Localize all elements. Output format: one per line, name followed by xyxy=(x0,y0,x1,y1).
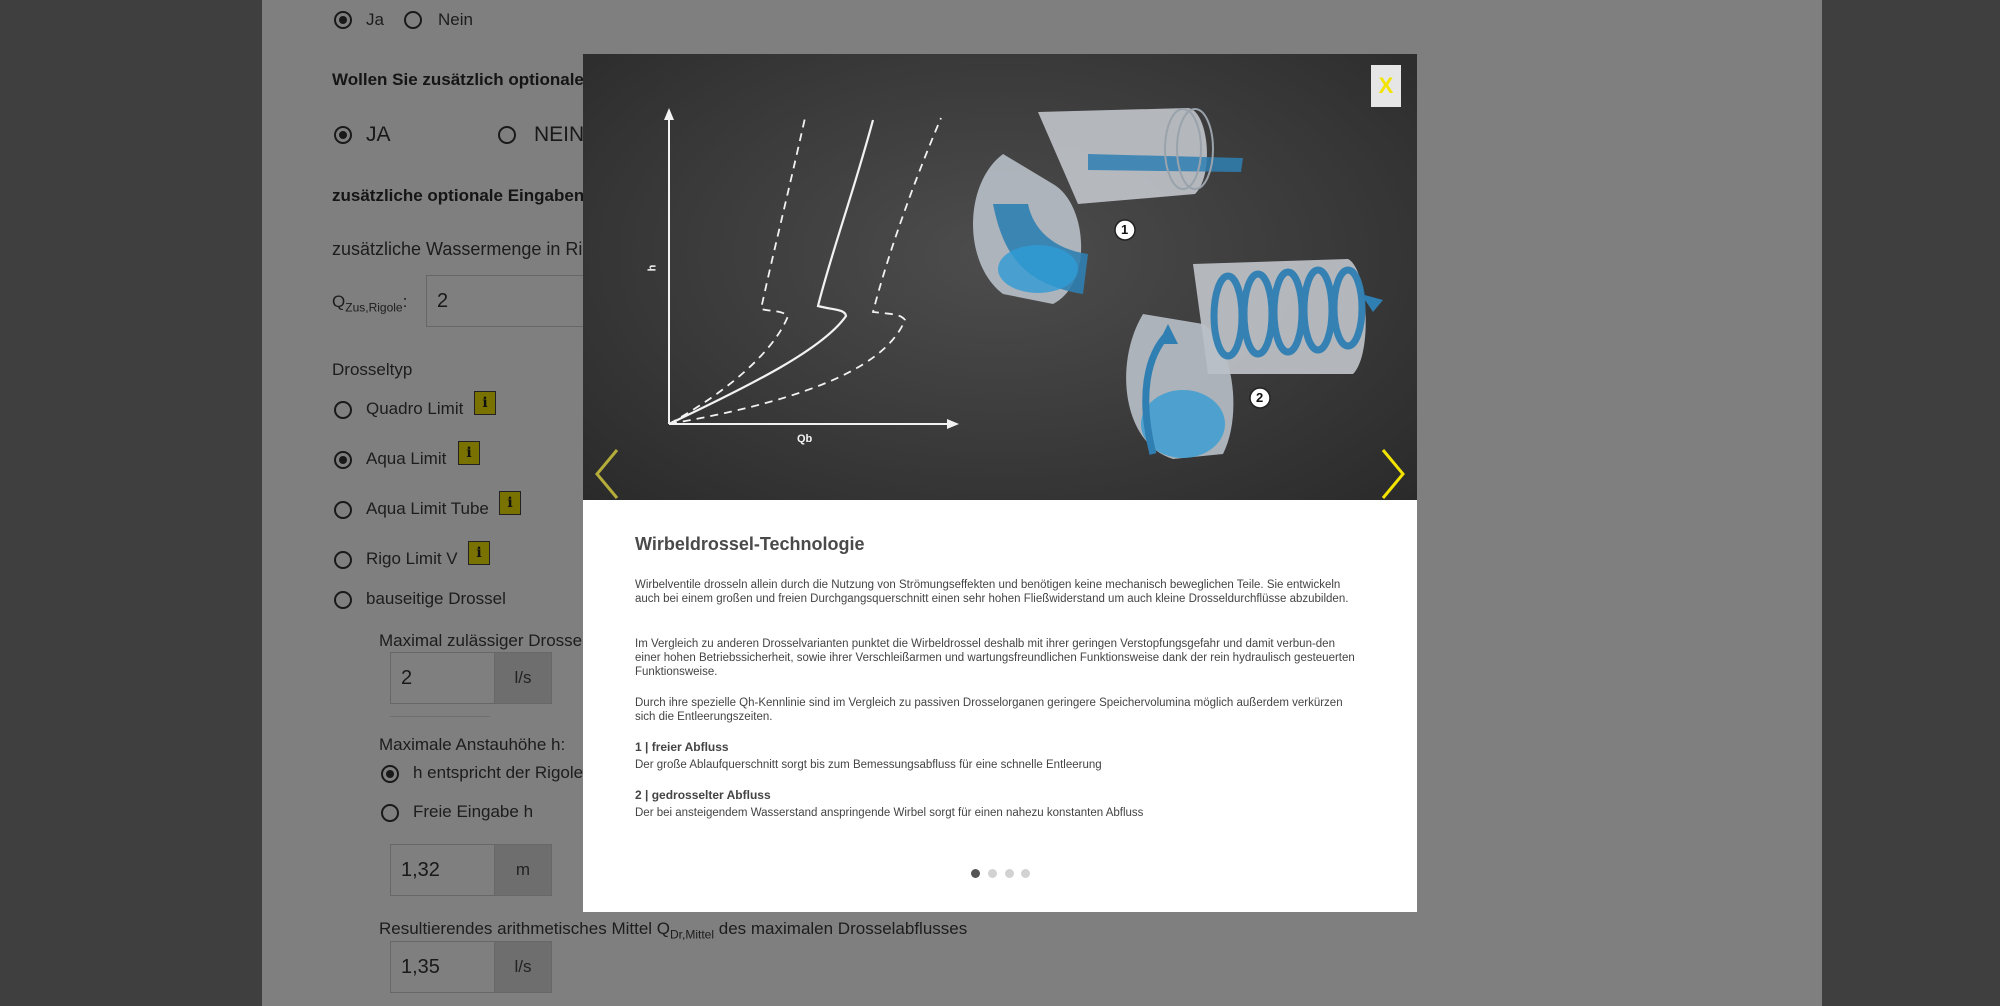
slide-dot[interactable] xyxy=(988,869,997,878)
chevron-right-icon xyxy=(1375,446,1409,502)
item-2-text: Der bei ansteigendem Wasserstand anspringende Wirbel sorgt für einen nahezu konstanten Abfluss xyxy=(635,807,1144,819)
item-2-title: 2 | gedrosselter Abfluss xyxy=(635,788,771,802)
prev-slide-button[interactable] xyxy=(591,446,625,502)
axis-x-label: Qb xyxy=(797,433,813,445)
slide-image xyxy=(583,54,1417,500)
slide-title: Wirbeldrossel-Technologie xyxy=(635,534,865,554)
slide-paragraph: Wirbelventile drosseln allein durch die Nutzung von Strömungseffekten und benötigen keine mechanisch beweglichen Teile. Sie entwickeln auch bei einem großen und freien Durchgangsquerschnitt einen sehr hohen Fließwiderstand um auch kleine Drosseldurchflüsse abzubilden. xyxy=(635,579,1349,605)
slide-dot[interactable] xyxy=(971,869,980,878)
vortex-illustration xyxy=(583,54,1417,500)
item-1-text: Der große Ablaufquerschnitt sorgt bis zum Bemessungsabfluss für eine schnelle Entleerung xyxy=(635,759,1102,771)
slide-paragraph: Durch ihre spezielle Qh-Kennlinie sind im Vergleich zu passiven Drosselorganen geringere Speichervolumina möglich außerdem verkürzen sich die Entleerungszeiten. xyxy=(635,697,1343,723)
marker-2-label: 2 xyxy=(1256,390,1264,405)
next-slide-button[interactable] xyxy=(1375,446,1409,502)
chevron-left-icon xyxy=(591,446,625,502)
axis-y-label: h xyxy=(646,264,659,272)
item-1-title: 1 | freier Abfluss xyxy=(635,740,729,754)
lightbox-modal xyxy=(583,54,1417,912)
marker-1-label: 1 xyxy=(1121,222,1129,237)
close-button[interactable]: X xyxy=(1371,65,1401,107)
slide-paragraph: Im Vergleich zu anderen Drosselvarianten punktet die Wirbeldrossel deshalb mit ihrer geringen Verstopfungsgefahr und damit verbun-den einer hohen Betriebssicherheit, sowie ihrer Verschleißarmen und wartungsfreundlichen Funktionsweise dank der rein hydraulisch gesteuerten Funktionsweise. xyxy=(635,638,1355,678)
slide-dot[interactable] xyxy=(1005,869,1014,878)
slide-dot[interactable] xyxy=(1021,869,1030,878)
